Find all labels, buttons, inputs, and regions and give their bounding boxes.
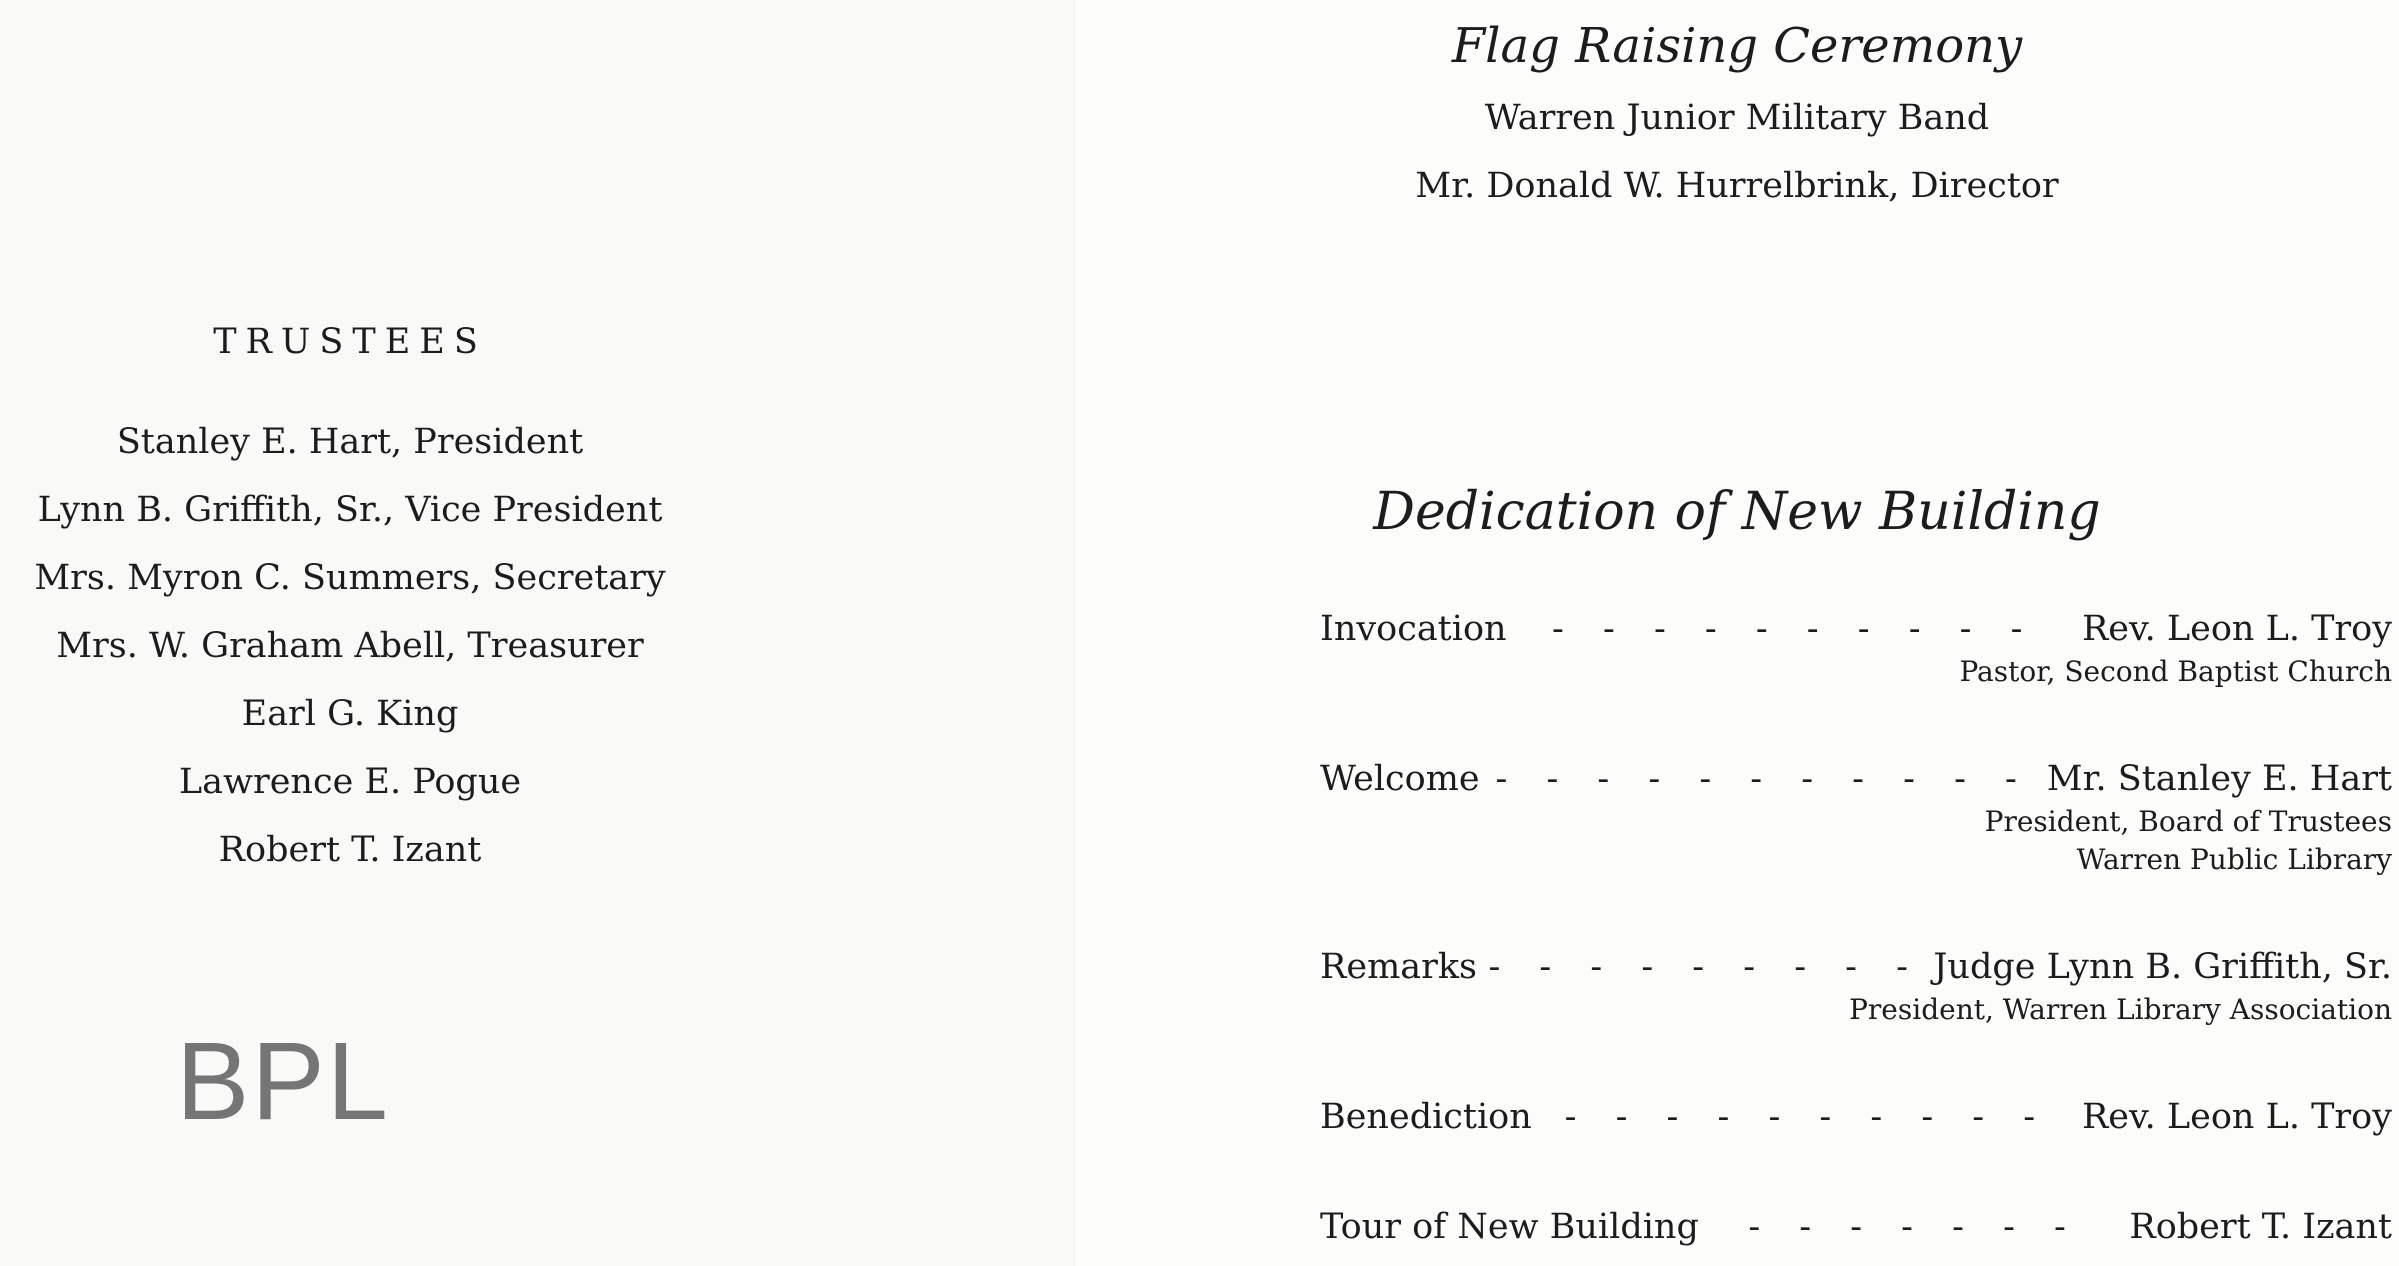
trustees-section [0, 318, 700, 884]
trustee-line: Robert T. Izant [218, 830, 482, 870]
leader-dashes: - - - - - - - - - [1488, 947, 1922, 987]
program-item-tour [1320, 1203, 2392, 1251]
program-person: Rev. Leon L. Troy [2081, 609, 2392, 649]
program-item-invocation [1320, 605, 2392, 691]
program-person: Mr. Stanley E. Hart [2046, 759, 2392, 799]
program-person: Judge Lynn B. Griffith, Sr. [1933, 947, 2392, 987]
trustee-line: Lawrence E. Pogue [178, 762, 522, 802]
program-item-welcome [1320, 755, 2392, 879]
program-note: Pastor, Second Baptist Church [1959, 655, 2392, 688]
program-note: President, Warren Library Association [1849, 993, 2392, 1026]
program-label: Remarks [1320, 947, 1478, 987]
left-page [0, 0, 1075, 1266]
trustee-line: Mrs. Myron C. Summers, Secretary [34, 558, 666, 598]
program-label: Welcome [1320, 759, 1480, 799]
trustee-line: Stanley E. Hart, President [116, 422, 584, 462]
program-item-benediction [1320, 1093, 2392, 1141]
right-page [1075, 0, 2399, 1266]
program-person: Rev. Leon L. Troy [2081, 1097, 2392, 1137]
leader-dashes: - - - - - - - - - - - [1495, 759, 2031, 799]
bpl-watermark: BPL [176, 1020, 390, 1143]
trustees-heading: TRUSTEES [213, 322, 487, 362]
trustee-line: Lynn B. Griffith, Sr., Vice President [37, 490, 663, 530]
leader-dashes: - - - - - - - - - - [1564, 1097, 2050, 1137]
trustee-line: Mrs. W. Graham Abell, Treasurer [56, 626, 644, 666]
program-item-remarks [1320, 943, 2392, 1029]
trustee-line: Earl G. King [241, 694, 459, 734]
program-person: Robert T. Izant [2129, 1207, 2392, 1247]
band-name: Warren Junior Military Band [1484, 98, 1990, 138]
program-note: President, Board of Trustees [1984, 805, 2392, 838]
program-label: Benediction [1320, 1097, 1532, 1137]
dedication-title: Dedication of New Building [1373, 482, 2101, 542]
program-label: Tour of New Building [1320, 1207, 1699, 1247]
flag-raising-title: Flag Raising Ceremony [1451, 18, 2023, 74]
leader-dashes: - - - - - - - - - - [1552, 609, 2037, 649]
program-label: Invocation [1320, 609, 1507, 649]
program-note: Warren Public Library [2076, 843, 2392, 876]
band-director: Mr. Donald W. Hurrelbrink, Director [1415, 166, 2059, 206]
leader-dashes: - - - - - - - [1748, 1207, 2080, 1247]
